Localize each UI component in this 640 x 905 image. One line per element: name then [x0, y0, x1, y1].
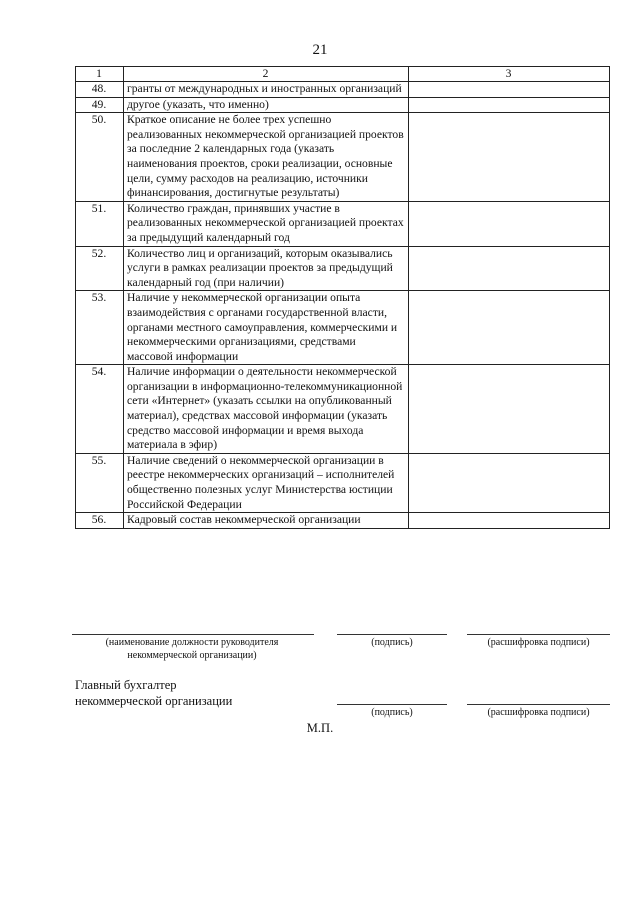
table-row [76, 82, 610, 98]
page-number: 21 [312, 42, 328, 58]
director-signature-caption: (подпись) [371, 637, 413, 648]
row-value-cell[interactable] [409, 453, 610, 512]
chief-accountant-label [75, 677, 232, 709]
table-row [76, 201, 610, 246]
table-row [76, 97, 610, 113]
row-description: Кадровый состав некоммерческой организации [124, 513, 409, 529]
stamp-place-label: М.П. [306, 721, 334, 735]
row-description: Наличие сведений о некоммерческой организации в реестре некоммерческих организаций – исполнителей общественно полезных услуг Министерства юстиции Российской Федерации [124, 453, 409, 512]
row-value-cell[interactable] [409, 291, 610, 365]
director-position-caption: (наименование должности руководителя некоммерческой организации) [105, 637, 279, 661]
row-description: другое (указать, что именно) [124, 97, 409, 113]
row-description: Количество лиц и организаций, которым оказывались услуги в рамках реализации проектов за предыдущий календарный год (при наличии) [124, 246, 409, 291]
header-col-2: 2 [124, 67, 409, 82]
row-value-cell[interactable] [409, 365, 610, 454]
row-number: 49. [76, 97, 124, 113]
row-description: Краткое описание не более трех успешно реализованных некоммерческой организацией проектов за последние 2 календарных года (указать наименования проектов, сроки реализации, основные цели, сумму расходов на реализацию, источники финансирования, достигнутые результаты) [124, 113, 409, 202]
row-number: 56. [76, 513, 124, 529]
table-row [76, 365, 610, 454]
row-value-cell[interactable] [409, 246, 610, 291]
director-decoding-caption: (расшифровка подписи) [487, 637, 590, 648]
row-number: 54. [76, 365, 124, 454]
row-description: Количество граждан, принявших участие в реализованных некоммерческой организацией проектах за предыдущий календарный год [124, 201, 409, 246]
accountant-decoding-caption: (расшифровка подписи) [487, 707, 590, 718]
row-value-cell[interactable] [409, 513, 610, 529]
table-row [76, 113, 610, 202]
chief-accountant-line1: Главный бухгалтер [75, 678, 177, 692]
accountant-signature-line[interactable] [337, 704, 447, 705]
row-value-cell[interactable] [409, 97, 610, 113]
director-decoding-line[interactable] [467, 634, 610, 635]
table-header-row [76, 67, 610, 82]
director-signature-line[interactable] [337, 634, 447, 635]
row-number: 53. [76, 291, 124, 365]
chief-accountant-line2: некоммерческой организации [75, 694, 233, 708]
row-value-cell[interactable] [409, 201, 610, 246]
row-description: гранты от международных и иностранных организаций [124, 82, 409, 98]
row-number: 52. [76, 246, 124, 291]
table-row [76, 246, 610, 291]
row-number: 51. [76, 201, 124, 246]
application-form-table [75, 66, 610, 529]
table-row [76, 513, 610, 529]
row-number: 50. [76, 113, 124, 202]
header-col-1: 1 [76, 67, 124, 82]
table-row [76, 291, 610, 365]
row-number: 48. [76, 82, 124, 98]
table-row [76, 453, 610, 512]
accountant-signature-caption: (подпись) [371, 707, 413, 718]
row-value-cell[interactable] [409, 113, 610, 202]
row-description: Наличие информации о деятельности некоммерческой организации в информационно-телекоммуникационной сети «Интернет» (указать ссылки на опубликованный материал), средствах массовой информации (указать средство массовой информации и время выхода материала в эфир) [124, 365, 409, 454]
row-value-cell[interactable] [409, 82, 610, 98]
header-col-3: 3 [409, 67, 610, 82]
director-position-line[interactable] [72, 634, 314, 635]
row-description: Наличие у некоммерческой организации опыта взаимодействия с органами государственной власти, органами местного самоуправления, коммерческими и некоммерческими организациями, средствами массовой информации [124, 291, 409, 365]
row-number: 55. [76, 453, 124, 512]
accountant-decoding-line[interactable] [467, 704, 610, 705]
